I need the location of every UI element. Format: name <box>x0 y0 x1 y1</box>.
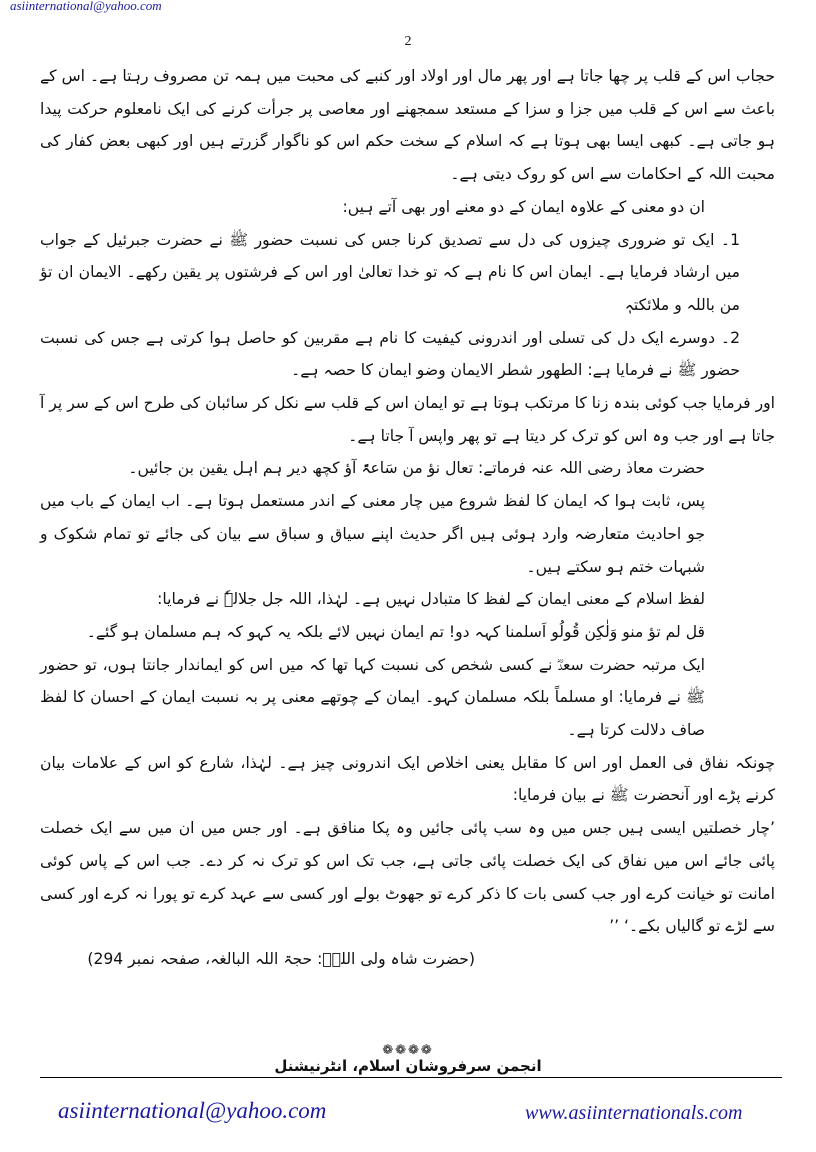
paragraph: اور فرمایا جب کوئی بندہ زنا کا مرتکب ہوتا ہے تو ایمان اس کے قلب سے نکل کر سائبان کی طرح اس کے سر پر آ جاتا ہے اور جب وہ اس کو ترک کر دیتا ہے تو پھر واپس آ جاتا ہے۔ <box>40 394 775 445</box>
paragraph: پس، ثابت ہوا کہ ایمان کا لفظ شروع میں چار معنی کے اندر مستعمل ہوتا ہے۔ اب ایمان کے باب میں جو احادیث متعارضہ وارد ہوئی ہیں اگر حدیث اپنے سیاق و سباق سے بیان کی جائے تو تمام شکوک و شبہات ختم ہو سکتے ہیں۔ <box>40 492 705 576</box>
paragraph: حضرت معاذ رضی اللہ عنہ فرماتے: تعال نؤ من سَاعۃً آؤ کچھ دیر ہم اہل یقین بن جائیں۔ <box>128 459 705 478</box>
footer-website[interactable]: www.asiinternationals.com <box>525 1102 743 1124</box>
numbered-item: 1۔ ایک تو ضروری چیزوں کی دل سے تصدیق کرنا جس کی نسبت حضور ﷺ نے حضرت جبرئیل کے جواب میں ارشاد فرمایا ہے۔ ایمان اس کا نام ہے کہ تو خدا تعالیٰ اور اس کے فرشتوں پر یقین رکھے۔ الایمان ان تؤ من باللہ و ملائکتہٖ <box>40 230 740 314</box>
page-number: 2 <box>404 34 412 49</box>
header-email[interactable]: asiinternational@yahoo.com <box>10 0 162 13</box>
citation: (حضرت شاہ ولی اللہؒ: حجۃ اللہ البالغہ، صفحہ نمبر 294) <box>87 949 475 968</box>
paragraph: حجاب اس کے قلب پر چھا جاتا ہے اور پھر مال اور اولاد اور کنبے کی محبت میں ہمہ تن مصروف رہتا ہے۔ اس کے باعث سے اس کے قلب میں جزا و سزا کے مستعد سمجھنے اور معاصی پر جرأت کرنے کی ایک نامعلوم حرکت پیدا ہو جاتی ہے۔ کبھی ایسا بھی ہوتا ہے کہ اسلام کے سخت حکم اس کو ناگوار گزرتے ہیں اور کبھی بعض کفار کی محبت اللہ کے احکامات سے اس کو روک دیتی ہے۔ <box>40 67 775 184</box>
paragraph: لفظ اسلام کے معنی ایمان کے لفظ کا متبادل نہیں ہے۔ لہٰذا، اللہ جل جلالہٗ نے فرمایا: <box>157 590 705 609</box>
footer-email[interactable]: asiinternational@yahoo.com <box>58 1098 327 1123</box>
quran-verse: قل لم تؤ منو وَلٰکِن قُولُو اَسلمنا کہہ دو! تم ایمان نہیں لائے بلکہ یہ کہو کہ ہم مسلمان ہو گئے۔ <box>86 622 705 641</box>
paragraph: ایک مرتبہ حضرت سعدؓ نے کسی شخص کی نسبت کہا تھا کہ میں اس کو ایماندار جانتا ہوں، تو حضور ﷺ نے فرمایا: او مسلماً بلکہ مسلمان کہو۔ ایمان کے چوتھے معنی پر بہ نسبت ایمان کے احسان کا لفظ صاف دلالت کرتا ہے۔ <box>40 655 705 740</box>
paragraph: ان دو معنی کے علاوہ ایمان کے دو معنے اور بھی آتے ہیں: <box>342 197 705 216</box>
numbered-item: 2۔ دوسرے ایک دل کی تسلی اور اندرونی کیفیت کا نام ہے مقربین کو حاصل ہوا کرتی ہے جس کی نسبت حضور ﷺ نے فرمایا ہے: الطھور شطر الایمان وضو ایمان کا حصہ ہے۔ <box>40 328 740 380</box>
footer-rule <box>40 1077 782 1078</box>
organization-name: انجمن سرفروشان اسلام، انٹرنیشنل <box>274 1057 542 1075</box>
paragraph: چونکہ نفاق فی العمل اور اس کا مقابل یعنی اخلاص ایک اندرونی چیز ہے۔ لہٰذا، شارع کو اس کے علامات بیان کرنے پڑے اور آنحضرت ﷺ نے بیان فرمایا: <box>40 753 775 805</box>
body-text <box>40 60 775 1050</box>
ornament-divider: ❁❁❁❁ <box>382 1043 434 1058</box>
hadith-quote: ’چار خصلتیں ایسی ہیں جس میں وہ سب پائی جائیں وہ پکا منافق ہے۔ اور جس میں ان میں سے ایک خصلت پائی جائے اس میں نفاق کی ایک خصلت پائی جاتی ہے، جب تک اس کو ترک نہ کر دے۔ جب اس کے پاس کوئی امانت تو خیانت کرے اور جب کسی بات کا ذکر کرے تو جھوٹ بولے اور کسی سے عہد کرے تو پورا نہ کرے اور کسی سے لڑے تو گالیاں بکے۔‘ ’’ <box>40 819 775 936</box>
